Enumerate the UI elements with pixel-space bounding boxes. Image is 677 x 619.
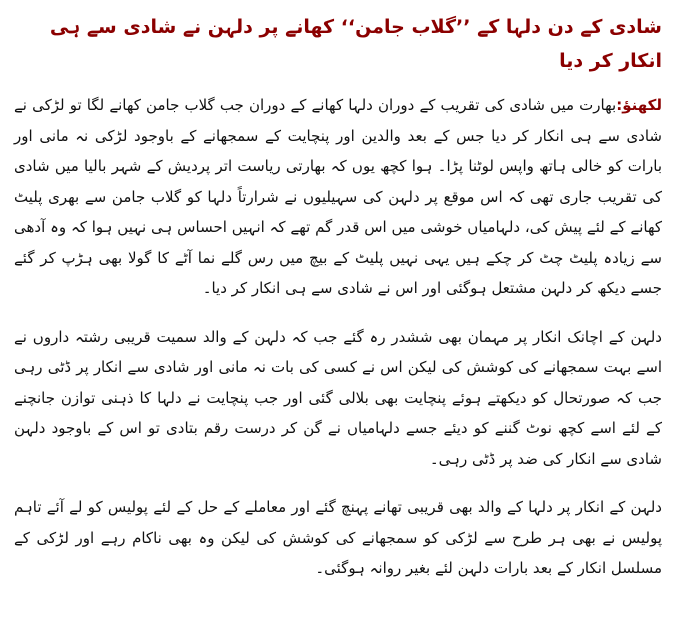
article-dateline: لکھنؤ: — [616, 96, 662, 114]
article-paragraph-2: دلہن کے اچانک انکار پر مہمان بھی ششدر رہ گئے جب کہ دلہن کے والد سمیت قریبی رشتہ داروں نے اسے بہت سمجھانے کی کوشش کی لیکن اس نے کسی کی بات نہ مانی اور شادی سے انکار پر ڈٹی رہی جب کہ صورتحال کو دیکھتے ہوئے پنچایت بھی بلالی گئی اور جب پنچایت نے دلہا کا ذہنی توازن جانچنے کے لئے اسے کچھ نوٹ گننے کو دیئے جسے دلہامیاں نے گن کر درست رقم بتادی تو اس کے باوجود دلہن شادی سے انکار کی ضد پر ڈٹی رہی۔ — [14, 327, 662, 468]
article-paragraph-1 — [14, 90, 662, 304]
article-paragraph-3: دلہن کے انکار پر دلہا کے والد بھی قریبی تھانے پہنچ گئے اور معاملے کے حل کے لئے پولیس کو لے آئے تاہم پولیس نے بھی ہر طرح سے لڑکی کو سمجھانے کی کوشش کی لیکن وہ بھی ناکام رہے اور لڑکی کے مسلسل انکار کے بعد بارات دلہن لئے بغیر روانہ ہوگئی۔ — [14, 498, 662, 577]
article-paragraph-1-text: بھارت میں شادی کی تقریب کے دوران دلہا کھانے کے دوران جب گلاب جامن کھانے لگا تو لڑکی نے شادی سے ہی انکار کر دیا جس کے بعد والدین اور پنچایت کے سمجھانے کے باوجود لڑکی نہ مانی اور بارات کو خالی ہاتھ واپس لوٹنا پڑا۔ ہوا کچھ یوں کہ بھارتی ریاست اتر پردیش کے شہر بالیا میں شادی کی تقریب جاری تھی کہ اس موقع پر دلہن کی سہیلیوں نے شرارتاً دلہا کو گلاب جامن سے بھری پلیٹ کھانے کے لئے پیش کی، دلہامیاں خوشی میں اس قدر گم تھے کہ انہیں احساس ہی نہیں ہوا کہ وہ آدھی سے زیادہ پلیٹ چٹ کر چکے ہیں یہی نہیں پلیٹ کے بیچ میں رس گلے نما آٹے کا گولا بھی ہڑپ کر گئے جسے دیکھ کر دلہن مشتعل ہوگئی اور اس نے شادی سے ہی انکار کر دیا۔ — [14, 96, 662, 297]
article-headline: شادی کے دن دلہا کے ’’گلاب جامن‘‘ کھانے پر دلہن نے شادی سے ہی انکار کر دیا — [49, 16, 662, 72]
news-article — [14, 10, 662, 602]
